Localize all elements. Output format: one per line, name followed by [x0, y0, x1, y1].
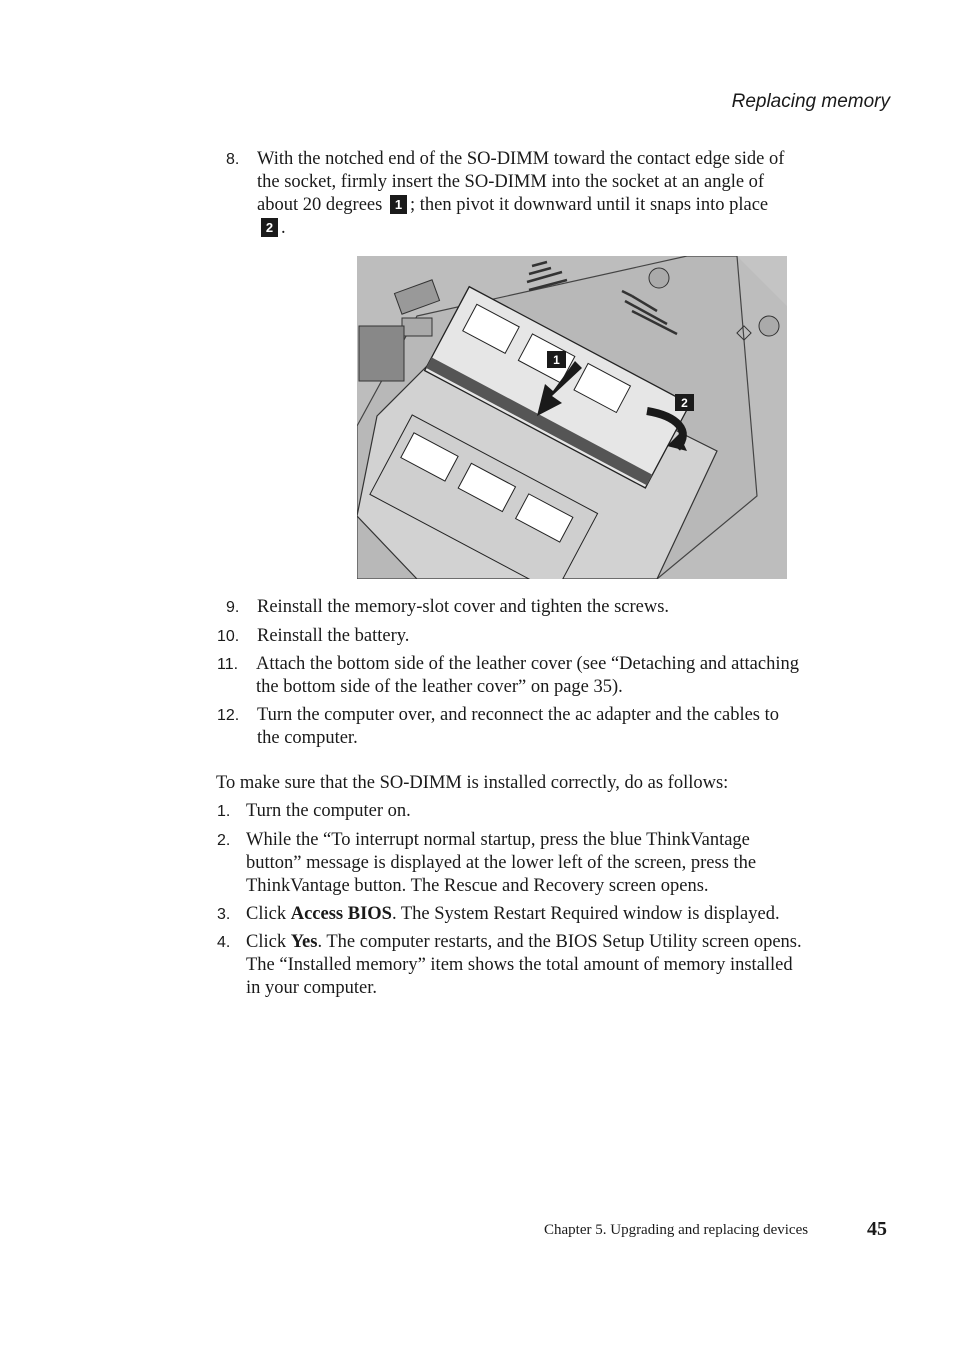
step-11-text [256, 653, 896, 699]
text-line: in your computer. [246, 978, 378, 998]
text-line: the bottom side of the leather cover” on page 35). [256, 677, 623, 697]
callout-2: 2 [261, 218, 278, 237]
yes-label: Yes [290, 932, 318, 952]
text-fragment: . The computer restarts, and the BIOS Setup Utility screen opens. [317, 932, 802, 952]
text-line [257, 194, 897, 217]
text-line: While the “To interrupt normal startup, press the blue ThinkVantage [246, 830, 750, 850]
text-fragment: about 20 degrees [257, 195, 383, 215]
verify-step-4-text [246, 931, 896, 1000]
running-header: Replacing memory [731, 91, 890, 112]
text-line: Turn the computer over, and reconnect the ac adapter and the cables to [257, 705, 780, 725]
step-number: 8. [226, 151, 240, 168]
text-line [246, 931, 896, 954]
text-line: The “Installed memory” item shows the total amount of memory installed [246, 955, 793, 975]
text-fragment: ; then pivot it downward until it snaps into place [409, 195, 769, 215]
step-number: 10. [217, 628, 240, 645]
text-line: Attach the bottom side of the leather cover (see “Detaching and attaching [256, 654, 799, 674]
text-line: With the notched end of the SO-DIMM toward the contact edge side of [257, 149, 785, 169]
text-line [257, 217, 897, 240]
figure-callout-1: 1 [553, 353, 560, 367]
step-number: 9. [226, 599, 240, 616]
callout-1: 1 [390, 195, 407, 214]
step-number: 3. [217, 906, 231, 923]
text-fragment: Click [246, 904, 291, 924]
verify-intro: To make sure that the SO-DIMM is installed correctly, do as follows: [216, 773, 729, 793]
figure-callout-2: 2 [681, 396, 688, 410]
text-line: the socket, firmly insert the SO-DIMM into the socket at an angle of [257, 172, 765, 192]
text-fragment: . The System Restart Required window is displayed. [391, 904, 780, 924]
step-12-text [257, 704, 897, 750]
verify-step-2-text [246, 829, 896, 898]
sodimm-installation-figure [357, 256, 787, 579]
text-fragment: . [281, 218, 286, 238]
access-bios-label: Access BIOS [290, 904, 392, 924]
verify-step-1-text: Turn the computer on. [246, 801, 411, 821]
page-number: 45 [867, 1218, 887, 1240]
verify-step-3-text [246, 903, 780, 926]
step-9-text: Reinstall the memory-slot cover and tighten the screws. [257, 597, 670, 617]
step-number: 12. [217, 707, 240, 724]
step-10-text: Reinstall the battery. [257, 626, 410, 646]
text-line: ThinkVantage button. The Rescue and Recovery screen opens. [246, 876, 709, 896]
step-8-text [257, 148, 897, 240]
footer-chapter: Chapter 5. Upgrading and replacing devices [544, 1222, 809, 1238]
text-fragment: Click [246, 932, 291, 952]
step-number: 4. [217, 934, 231, 951]
text-line: the computer. [257, 728, 358, 748]
step-number: 2. [217, 832, 231, 849]
step-number: 1. [217, 803, 231, 820]
text-line: button” message is displayed at the lower left of the screen, press the [246, 853, 757, 873]
step-number: 11. [217, 656, 239, 673]
